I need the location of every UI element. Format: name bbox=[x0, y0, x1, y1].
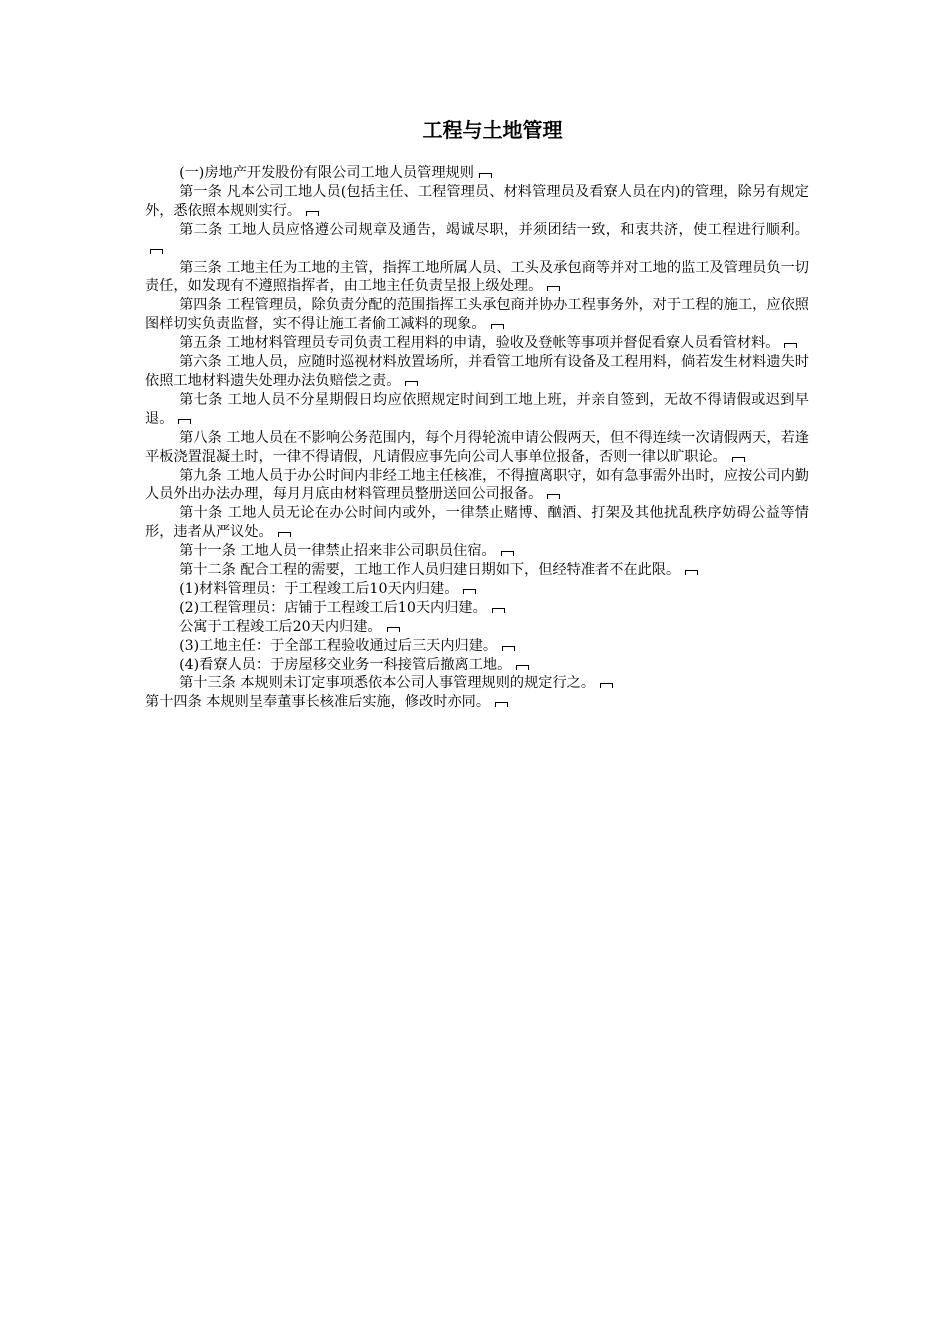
paragraph bbox=[145, 164, 809, 183]
paragraph bbox=[145, 693, 809, 712]
paragraph-mark-icon bbox=[516, 665, 529, 670]
paragraph bbox=[145, 599, 809, 618]
paragraph bbox=[145, 353, 809, 391]
paragraph-text: 第四条 工程管理员，除负责分配的范围指挥工头承包商并协办工程事务外，对于工程的施工，应依照图样切实负责监督，实不得让施工者偷工减料的现象。 bbox=[145, 297, 809, 333]
paragraph-mark-icon bbox=[150, 249, 163, 254]
paragraph-text: 第五条 工地材料管理员专司负责工程用料的申请，验收及登帐等事项并督促看寮人员看管材料。 bbox=[179, 335, 780, 352]
paragraph-mark-icon bbox=[495, 702, 508, 707]
paragraph-mark-icon bbox=[547, 494, 560, 499]
paragraph-text: (2)工程管理员：店铺于工程竣工后10天内归建。 bbox=[179, 599, 487, 616]
paragraph bbox=[145, 504, 809, 542]
paragraph-text: 第八条 工地人员在不影响公务范围内，每个月得轮流申请公假两天，但不得连续一次请假两天，若逢平板浇置混凝土时，一律不得请假，凡请假应事先向公司人事单位报备，否则一律以旷职论。 bbox=[145, 429, 809, 465]
paragraph bbox=[145, 580, 809, 599]
paragraph-text: (3)工地主任：于全部工程验收通过后三天内归建。 bbox=[179, 637, 498, 654]
paragraph-text: (4)看寮人员：于房屋移交业务一科接管后撤离工地。 bbox=[179, 656, 512, 673]
paragraph bbox=[145, 334, 809, 353]
paragraph-mark-icon bbox=[547, 286, 560, 291]
paragraph-text: 第七条 工地人员不分星期假日均应依照规定时间到工地上班，并亲自签到，无故不得请假或迟到早退。 bbox=[145, 391, 809, 427]
paragraph bbox=[145, 259, 809, 297]
paragraph-mark-icon bbox=[463, 589, 476, 594]
paragraph bbox=[145, 221, 809, 259]
paragraph bbox=[145, 674, 809, 693]
paragraph-text: 第六条 工地人员，应随时巡视材料放置场所，并看管工地所有设备及工程用料，倘若发生材料遗失时依照工地材料遗失处理办法负赔偿之责。 bbox=[145, 354, 809, 389]
paragraph-mark-icon bbox=[492, 608, 505, 613]
paragraph-text: 第三条 工地主任为工地的主管，指挥工地所属人员、工头及承包商等并对工地的监工及管理员负一切责任，如发现有不遵照指挥者，由工地主任负责呈报上级处理。 bbox=[145, 259, 809, 295]
paragraph-text: 第十二条 配合工程的需要，工地工作人员归建日期如下，但经特准者不在此限。 bbox=[179, 562, 681, 579]
paragraph bbox=[145, 656, 809, 675]
paragraph-mark-icon bbox=[784, 343, 797, 348]
paragraph-text: 第十四条 本规则呈奉董事长核准后实施，修改时亦同。 bbox=[145, 694, 491, 711]
paragraph-mark-icon bbox=[405, 381, 418, 386]
paragraph-mark-icon bbox=[479, 173, 492, 178]
paragraph-text: (一)房地产开发股份有限公司工地人员管理规则 bbox=[179, 165, 474, 181]
paragraph-mark-icon bbox=[600, 683, 613, 688]
paragraph bbox=[145, 296, 809, 334]
paragraph bbox=[145, 429, 809, 467]
paragraph-mark-icon bbox=[491, 324, 504, 329]
paragraph-text: 第十条 工地人员无论在办公时间内或外，一律禁止赌博、酗酒、打架及其他扰乱秩序妨碍公益等情形，违者从严议处。 bbox=[145, 505, 809, 541]
paragraph-mark-icon bbox=[178, 419, 191, 424]
paragraph-mark-icon bbox=[502, 646, 515, 651]
paragraph-mark-icon bbox=[306, 211, 319, 216]
paragraph bbox=[145, 637, 809, 656]
paragraph-mark-icon bbox=[732, 457, 745, 462]
paragraph-mark-icon bbox=[278, 532, 291, 537]
paragraph bbox=[145, 542, 809, 561]
document-body bbox=[145, 164, 809, 712]
paragraph bbox=[145, 618, 809, 637]
paragraph-text: 第十三条 本规则未订定事项悉依本公司人事管理规则的规定行之。 bbox=[179, 675, 596, 692]
document-title: 工程与土地管理 bbox=[422, 118, 563, 142]
paragraph-text: 第十一条 工地人员一律禁止招来非公司职员住宿。 bbox=[179, 543, 496, 560]
paragraph-mark-icon bbox=[501, 551, 514, 556]
paragraph bbox=[145, 391, 809, 429]
paragraph-text: (1)材料管理员：于工程竣工后10天内归建。 bbox=[179, 580, 459, 597]
paragraph bbox=[145, 561, 809, 580]
paragraph-text: 公寓于工程竣工后20天内归建。 bbox=[179, 618, 382, 635]
paragraph-mark-icon bbox=[387, 627, 400, 632]
paragraph bbox=[145, 183, 809, 221]
paragraph-text: 第一条 凡本公司工地人员(包括主任、工程管理员、材料管理员及看寮人员在内)的管理，除另有规定外，悉依照本规则实行。 bbox=[145, 183, 809, 219]
paragraph-mark-icon bbox=[685, 570, 698, 575]
paragraph bbox=[145, 467, 809, 505]
paragraph-text: 第九条 工地人员于办公时间内非经工地主任核准，不得擅离职守，如有急事需外出时，应按公司内勤人员外出办法办理，每月月底由材料管理员整册送回公司报备。 bbox=[145, 467, 809, 503]
paragraph-text: 第二条 工地人员应恪遵公司规章及通告，竭诚尽职，并须团结一致，和衷共济，使工程进行顺利。 bbox=[179, 221, 809, 238]
